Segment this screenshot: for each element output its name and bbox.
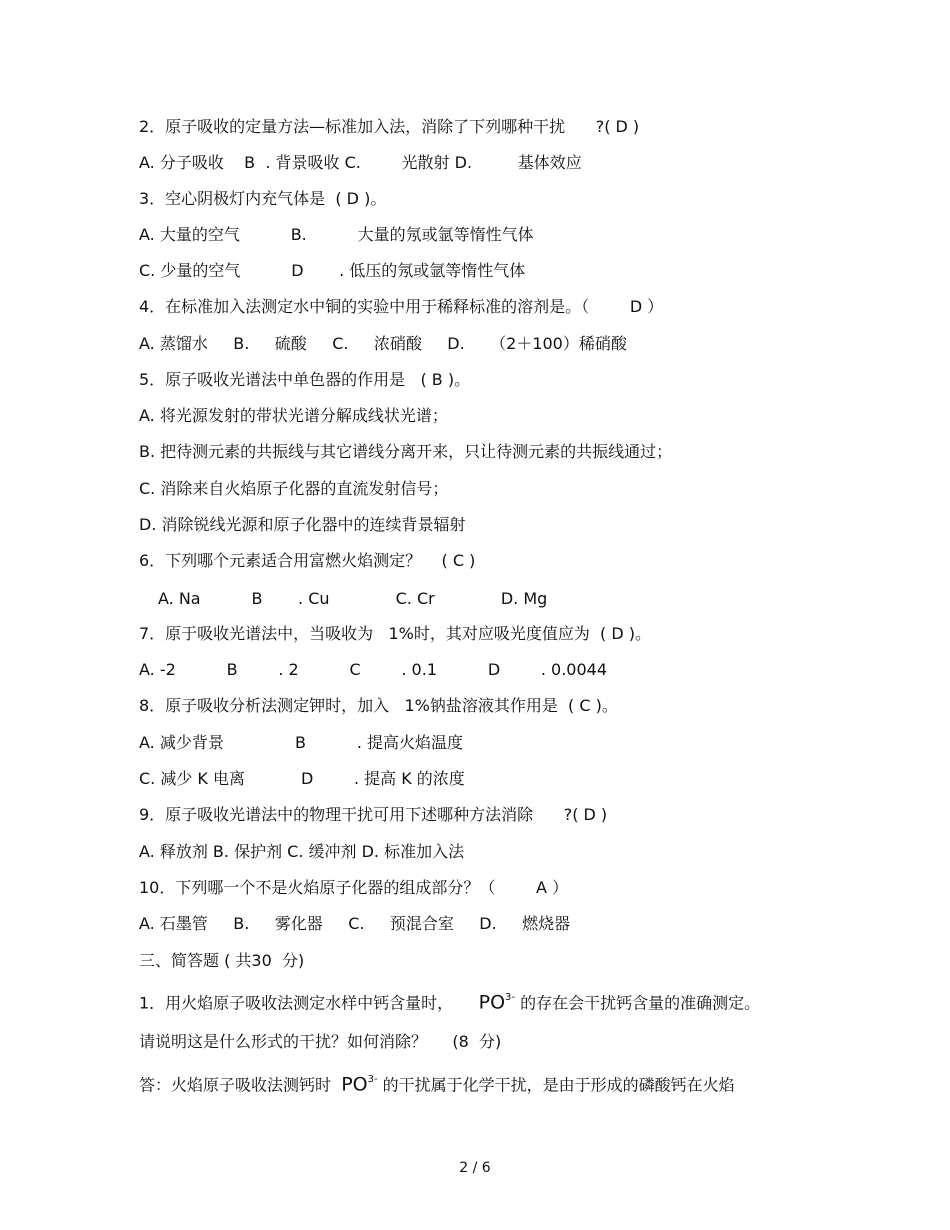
answer-text-after: 的干扰属于化学干扰，是由于形成的磷酸钙在火焰 — [377, 1075, 735, 1095]
po-superscript: 3- — [505, 992, 516, 1003]
question-3: 3．空心阴极灯内充气体是 ( D )。 — [139, 189, 387, 208]
question-5: 5．原子吸收光谱法中单色器的作用是 ( B )。 — [139, 370, 471, 389]
answer-line — [139, 1072, 735, 1095]
question-8-options-cd: C. 减少 K 电离 D . 提高 K 的浓度 — [139, 769, 465, 788]
question-10: 10．下列哪一个不是火焰原子化器的组成部分？（ A ） — [139, 878, 569, 897]
q1-text-after: 的存在会干扰钙含量的准确测定。 — [515, 993, 761, 1013]
question-2-options: A. 分子吸收 B . 背景吸收 C. 光散射 D. 基体效应 — [139, 153, 582, 172]
question-9-options: A. 释放剂 B. 保护剂 C. 缓冲剂 D. 标准加入法 — [139, 842, 465, 861]
short-answer-question-1-line-2: 请说明这是什么形式的干扰？如何消除？ (8 分) — [139, 1032, 502, 1051]
question-10-options: A. 石墨管 B. 雾化器 C. 预混合室 D. 燃烧器 — [139, 914, 571, 933]
answer-text-before: 答：火焰原子吸收法测钙时 — [139, 1075, 342, 1095]
question-4: 4．在标准加入法测定水中铜的实验中用于稀释标准的溶剂是。（ D ） — [139, 297, 664, 316]
question-7: 7．原于吸收光谱法中，当吸收为 1%时，其对应吸光度值应为 ( D )。 — [139, 624, 651, 643]
po-formula: PO — [478, 991, 506, 1014]
question-9: 9．原子吸收光谱法中的物理干扰可用下述哪种方法消除 ?( D ) — [139, 805, 608, 824]
question-3-options-cd: C. 少量的空气 D . 低压的氖或氩等惰性气体 — [139, 261, 526, 280]
question-5-option-a: A. 将光源发射的带状光谱分解成线状光谱； — [139, 406, 448, 425]
question-3-options-ab: A. 大量的空气 B. 大量的氖或氩等惰性气体 — [139, 225, 534, 244]
section-heading: 三、简答题 ( 共30 分) — [139, 951, 305, 970]
question-6: 6．下列哪个元素适合用富燃火焰测定？ ( C ) — [139, 551, 476, 570]
question-4-options: A. 蒸馏水 B. 硫酸 C. 浓硝酸 D. （2＋100）稀硝酸 — [139, 334, 627, 353]
question-7-options: A. -2 B . 2 C . 0.1 D . 0.0044 — [139, 660, 608, 679]
question-8: 8．原子吸收分析法测定钾时，加入 1%钠盐溶液其作用是 ( C )。 — [139, 696, 618, 715]
question-5-option-b: B. 把待测元素的共振线与其它谱线分离开来，只让待测元素的共振线通过； — [139, 442, 673, 461]
page-number: 2 / 6 — [459, 1160, 491, 1176]
short-answer-question-1 — [139, 990, 760, 1013]
question-6-options: A. Na B . Cu C. Cr D. Mg — [158, 589, 548, 608]
q1-text-before: 1．用火焰原子吸收法测定水样中钙含量时， — [139, 993, 479, 1013]
question-8-options-ab: A. 减少背景 B . 提高火焰温度 — [139, 733, 464, 752]
po-superscript: 3- — [367, 1074, 378, 1085]
po-formula: PO — [341, 1073, 368, 1096]
question-5-option-c: C. 消除来自火焰原子化器的直流发射信号； — [139, 479, 449, 498]
question-2: 2．原子吸收的定量方法—标准加入法，消除了下列哪种干扰 ?( D ) — [139, 117, 640, 136]
question-5-option-d: D. 消除锐线光源和原子化器中的连续背景辐射 — [139, 515, 466, 534]
